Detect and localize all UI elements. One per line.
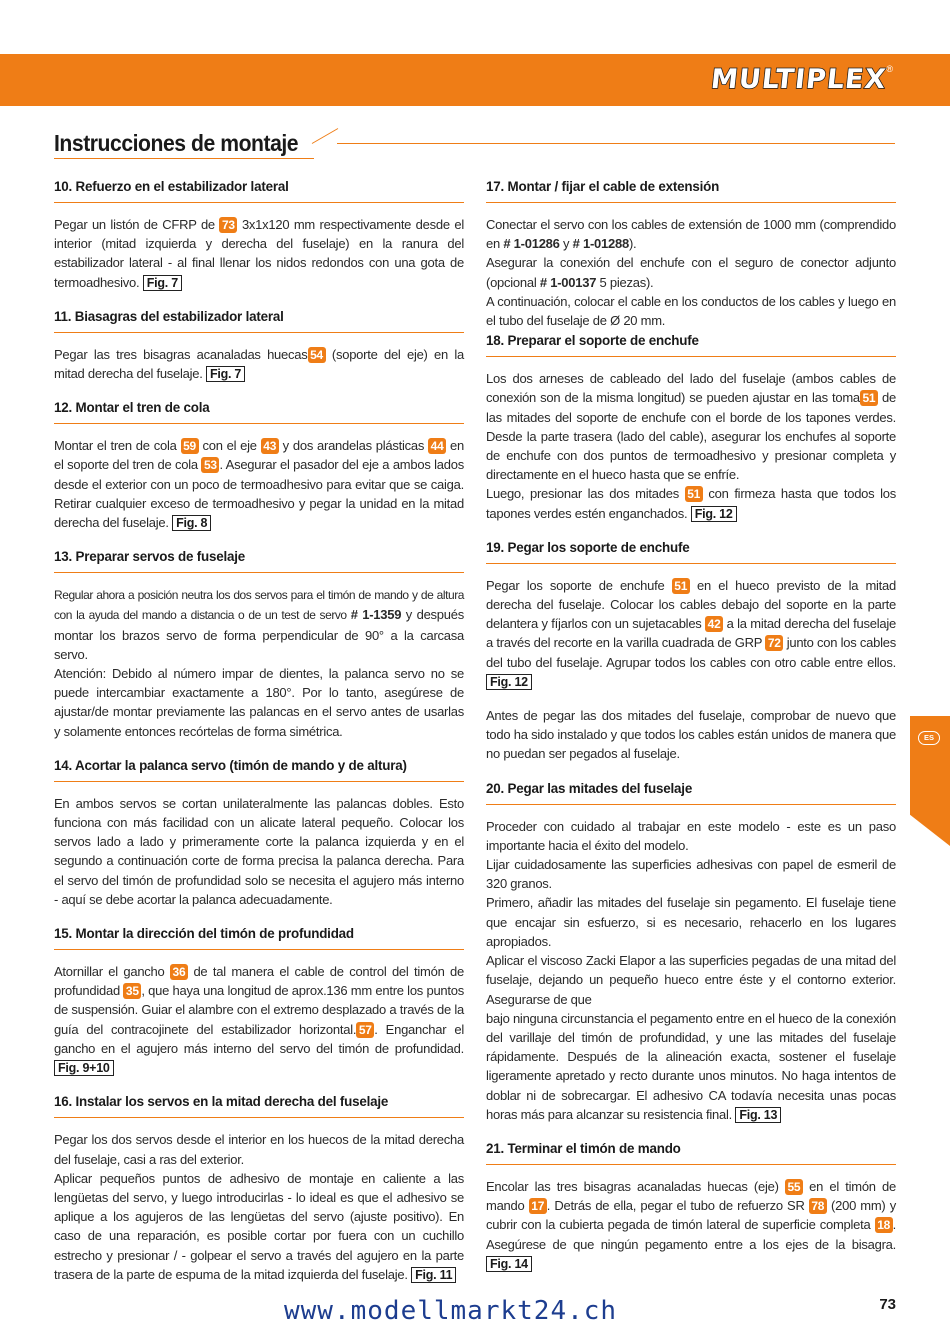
- text: Regular ahora a posición neutra los dos servos para el timón de mando y de altura con la ayuda del mando a distancia o de un test de servo: [54, 588, 464, 623]
- section-heading: 20. Pegar las mitades del fuselaje: [486, 780, 896, 805]
- figure-reference: Fig. 13: [735, 1107, 781, 1123]
- text: (soporte del eje) en la mitad derecha del fuselaje.: [54, 346, 465, 382]
- part-number-badge: 51: [685, 486, 703, 502]
- section-body: [54, 215, 464, 292]
- part-number-badge: 72: [765, 635, 783, 651]
- title-underline-slant: [312, 128, 338, 144]
- section-body: [54, 345, 464, 383]
- article-number: # 1-1359: [350, 607, 402, 623]
- section-18: [486, 332, 896, 523]
- part-number-badge: 36: [170, 964, 188, 980]
- section-body: [486, 253, 896, 291]
- section-body: [486, 369, 896, 484]
- figure-reference: Fig. 9+10: [54, 1060, 114, 1076]
- figure-reference: Fig. 12: [486, 674, 532, 690]
- section-15: [54, 925, 464, 1077]
- page-title: Instrucciones de montaje: [54, 130, 299, 156]
- text: Conectar el servo con los cables de extensión de 1000 mm (comprendido en: [486, 217, 896, 252]
- figure-reference: Fig. 7: [143, 275, 182, 291]
- text: Pegar un listón de CFRP de: [54, 217, 220, 232]
- text: en el timón de mando: [486, 1178, 896, 1214]
- section-13: [54, 548, 464, 741]
- text: . Asegúrese de que ningún pegamento entre a los ejes de la bisagra.: [486, 1217, 896, 1252]
- article-number: # 1-01288: [572, 236, 629, 252]
- text: y después montar los brazos servo de forma perpendicular de 90° a la carcasa servo.: [54, 607, 464, 662]
- text: y: [559, 236, 573, 252]
- text: ).: [628, 236, 637, 252]
- text: con el eje: [198, 438, 261, 454]
- section-heading: 12. Montar el tren de cola: [54, 399, 464, 424]
- text: de las mitades del soporte de enchufe con el borde de los tapones verdes. Desde la parte trasera (lado del cable), asegurar los enchufes al soporte de enchufe con dos puntos de termoadhesivo y presionar completa y directamente en el hueco hasta que se enfríe.: [486, 390, 897, 483]
- text: 3x1x120 mm respectivamente desde el interior (mitad izquierda y derecha del fuselaje) en la ranura del estabilizador lateral - al final llenar los nidos redondos con una gota de termoadhesivo.: [54, 217, 464, 290]
- section-body: Lijar cuidadosamente las superficies adhesivas con papel de esmeril de 320 granos.: [486, 857, 896, 892]
- section-11: [54, 308, 464, 383]
- section-20: [486, 780, 896, 1124]
- section-body: Pegar los dos servos desde el interior en los huecos de la mitad derecha del fuselaje, casi a ras del exterior.: [54, 1132, 464, 1167]
- section-body: Antes de pegar las dos mitades del fuselaje, comprobar de nuevo que todo ha sido instalado y que todos los cables están unidos de manera que no puedan ser pegados al fuselaje.: [486, 708, 896, 762]
- section-14: [54, 757, 464, 909]
- part-number-badge: 17: [529, 1198, 547, 1214]
- text: en el hueco previsto de la mitad derecha del fuselaje. Colocar los cables debajo del soporte en la parte delantera y fíjarlos con un sujetacables: [486, 577, 896, 632]
- section-heading: 21. Terminar el timón de mando: [486, 1140, 896, 1165]
- text: a la mitad derecha del fuselaje a través del recorte en la varilla cuadrada de GRP: [486, 616, 896, 651]
- section-body: [54, 585, 464, 664]
- section-body: [486, 576, 896, 691]
- section-10: [54, 178, 464, 292]
- section-body: [486, 484, 896, 522]
- title-underline-right: [337, 143, 895, 144]
- text: junto con los cables del tubo del fuselaje. Agrupar todos los cables con otro cable entre ellos.: [486, 635, 896, 670]
- figure-reference: Fig. 12: [691, 506, 737, 522]
- section-heading: 18. Preparar el soporte de enchufe: [486, 332, 896, 357]
- text: Aplicar pequeños puntos de adhesivo de montaje en caliente a las lengüetas del servo, y luego introducirlas - lo ideal es que el adhesivo se aplique a los agujeros de las lengüetas del servo (ajuste positivo). En caso de una reparación, es posible cortar por fuera con un cuchillo estrecho y presionar / - golpear el servo a través del agujero en la parte trasera de la parte de espuma de la mitad izquierda del fuselaje.: [54, 1170, 464, 1282]
- part-number-badge: 18: [875, 1217, 893, 1233]
- section-body: Proceder con cuidado al trabajar en este modelo - este es un paso importante hacia el éxito del modelo.: [486, 818, 896, 853]
- text: en el soporte del tren de cola: [54, 438, 464, 473]
- part-number-badge: 43: [261, 438, 279, 454]
- text: y dos arandelas plásticas: [278, 438, 429, 454]
- text: . Asegurar el pasador del eje a ambos lados desde el exterior con un poco de termoadhesivo para evitar que se caiga. Retirar cualquier exceso de termoadhesivo y pegar la unidad en la mitad derecha del fuselaje.: [54, 457, 464, 531]
- article-number: # 1-00137: [539, 274, 597, 290]
- text: Pegar los soporte de enchufe: [486, 577, 672, 593]
- text: de tal manera el cable de control del timón de profundidad: [54, 964, 464, 999]
- text: Atornillar el gancho: [54, 964, 170, 980]
- section-body: A continuación, colocar el cable en los conductos de los cables y luego en el tubo del fuselaje de Ø 20 mm.: [486, 293, 896, 329]
- section-body: Atención: Debido al número impar de dientes, la palanca servo no se puede intercambiar exactamente a 180°. Por lo tanto, asegúrese de ajustar/de montar previamente las palancas en el servo antes de usarlas y solamente entonces recórtelas de forma simétrica.: [54, 666, 464, 739]
- footer-url: www.modellmarkt24.ch: [284, 1296, 618, 1326]
- section-body: En ambos servos se cortan unilateralmente las palancas dobles. Esto funciona con más facilidad con un alicate lateral pequeño. Colocar los servos lado a lado y primeramente corte la palanca izquierda y en el segundo a continuación corte de forma precisa la palanca derecha. Para el servo del timón de profundidad solo se necesita el agujero más interno - aquí se debe acortar la palanca adecuadamente.: [54, 795, 464, 907]
- page-number: 73: [879, 1296, 896, 1313]
- language-badge: ES: [918, 731, 940, 745]
- text: Luego, presionar las dos mitades: [486, 486, 685, 502]
- part-number-badge: 59: [181, 438, 199, 454]
- text: (200 mm) y cubrir con la cubierta pegada de timón lateral de superficie completa: [486, 1198, 896, 1233]
- text: . Detrás de ella, pegar el tubo de refuerzo SR: [546, 1198, 809, 1214]
- section-heading: 10. Refuerzo en el estabilizador lateral: [54, 178, 464, 203]
- text: Asegurar la conexión del enchufe con el seguro de conector adjunto (opcional: [486, 255, 896, 290]
- part-number-badge: 51: [860, 390, 878, 406]
- section-19: [486, 539, 896, 764]
- section-body: [486, 1177, 896, 1273]
- figure-reference: Fig. 7: [206, 366, 245, 382]
- text: . Enganchar el gancho en el agujero más interno del servo del timón de profundidad.: [54, 1021, 464, 1056]
- figure-reference: Fig. 14: [486, 1256, 532, 1272]
- registered-mark: ®: [886, 64, 893, 74]
- section-body: [54, 962, 464, 1077]
- text: Montar el tren de cola: [54, 438, 181, 454]
- section-heading: 15. Montar la dirección del timón de profundidad: [54, 925, 464, 950]
- part-number-badge: 51: [672, 578, 690, 594]
- text: Los dos arneses de cableado del lado del fuselaje (ambos cables de conexión son de la misma longitud) se pueden ajustar en las toma: [486, 371, 896, 406]
- section-body: Aplicar el viscoso Zacki Elapor a las superficies pegadas de una mitad del fuselaje, dejando un pequeño hueco entre éste y el contorno exterior. Asegurarse de que: [486, 953, 896, 1007]
- article-number: # 1-01286: [503, 236, 560, 252]
- part-number-badge: 44: [428, 438, 446, 454]
- part-number-badge: 42: [705, 616, 723, 632]
- left-column: [54, 178, 464, 1300]
- title-underline: [54, 158, 314, 159]
- section-heading: 16. Instalar los servos en la mitad derecha del fuselaje: [54, 1093, 464, 1118]
- part-number-badge: 35: [123, 983, 141, 999]
- part-number-badge: 78: [809, 1198, 827, 1214]
- section-body: [486, 215, 896, 253]
- section-heading: 19. Pegar los soporte de enchufe: [486, 539, 896, 564]
- section-12: [54, 399, 464, 532]
- section-body: [54, 436, 464, 532]
- part-number-badge: 57: [356, 1022, 374, 1038]
- part-number-badge: 55: [785, 1179, 803, 1195]
- text: bajo ninguna circunstancia el pegamento entre en el hueco de la conexión del varillaje del timón de profundidad, y une las mitades del fuselaje rápidamente. Después de la alineación exacta, sostener el fuselaje ligeramente apretado y recto durante unos minutos. No haga intentos de doblar ni de sobrecargar. El adhesivo CA todavía necesita unas pocas horas más para alcanzar su resistencia final.: [486, 1010, 896, 1122]
- section-heading: 13. Preparar servos de fuselaje: [54, 548, 464, 573]
- multiplex-logo: MULTIPLEX: [709, 64, 888, 95]
- section-heading: 17. Montar / fijar el cable de extensión: [486, 178, 896, 203]
- section-16: [54, 1093, 464, 1284]
- text: Encolar las tres bisagras acanaladas huecas (eje): [486, 1178, 785, 1194]
- part-number-badge: 54: [308, 347, 326, 363]
- section-21: [486, 1140, 896, 1273]
- section-17: [486, 178, 896, 330]
- right-column: [486, 178, 896, 1289]
- figure-reference: Fig. 11: [411, 1267, 456, 1283]
- text: 5 piezas).: [596, 274, 654, 290]
- text: Pegar las tres bisagras acanaladas huecas: [54, 346, 308, 362]
- part-number-badge: 73: [219, 217, 237, 233]
- part-number-badge: 53: [201, 457, 219, 473]
- section-heading: 11. Biasagras del estabilizador lateral: [54, 308, 464, 333]
- figure-reference: Fig. 8: [172, 515, 211, 531]
- text: , que haya una longitud de aprox.136 mm entre los puntos de suspensión. Guiar el alambre con el extremo desplazado a través de la guía del contracojinete del estabilizador horizontal.: [54, 983, 464, 1037]
- section-body: Primero, añadir las mitades del fuselaje sin pegamento. El fuselaje tiene que encajar sin esfuerzo, si es necesario, rehacerlo en los lugares apropiados.: [486, 895, 896, 949]
- section-body: [54, 1169, 464, 1284]
- section-heading: 14. Acortar la palanca servo (timón de mando y de altura): [54, 757, 464, 782]
- text: con firmeza hasta que todos los tapones verdes estén enganchados.: [486, 486, 896, 521]
- section-body: [486, 1009, 896, 1124]
